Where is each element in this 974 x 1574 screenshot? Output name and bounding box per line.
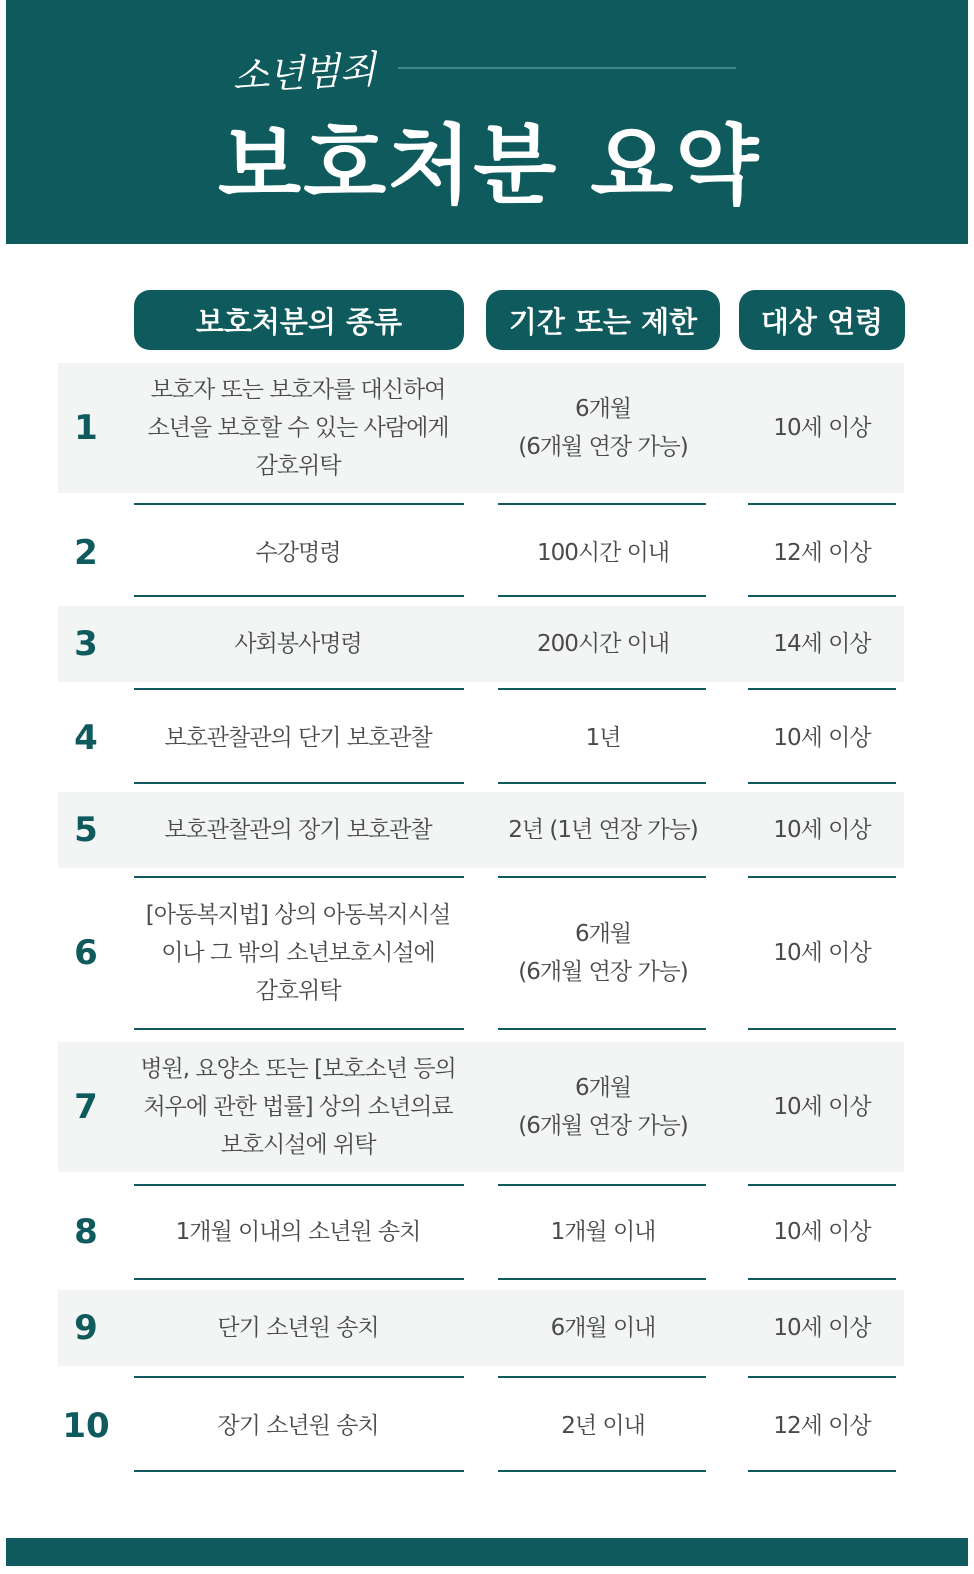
column-header-period: 기간 또는 제한 [486,290,720,350]
row-underline [748,503,896,505]
target-age: 10세 이상 [773,817,871,843]
disposition-type: 보호관찰관의 단기 보호관찰 [164,725,432,751]
row-underline [134,876,464,878]
row-underline [134,1028,464,1030]
row-underline [498,782,706,784]
row-underline [748,1376,896,1378]
page-title: 보호처분 요약 [218,116,761,216]
table-row [58,1290,904,1366]
disposition-period: 6개월 (6개월 연장 가능) [518,921,688,985]
row-underline [498,1278,706,1280]
subtitle: 소년범죄 [231,47,377,99]
row-number: 6 [74,933,98,973]
disposition-type: 보호관찰관의 장기 보호관찰 [164,817,432,843]
row-underline [748,688,896,690]
disposition-period: 200시간 이내 [536,631,670,657]
row-underline [134,1470,464,1472]
target-age: 10세 이상 [773,1315,871,1341]
disposition-type: 병원, 요양소 또는 [보호소년 등의 처우에 관한 법률] 상의 소년의료 보호시설에 위탁 [140,1056,456,1158]
disposition-type: 수강명령 [255,540,341,566]
row-underline [748,1278,896,1280]
column-header-type: 보호처분의 종류 [134,290,464,350]
table-row [58,890,904,1016]
disposition-period: 2년 (1년 연장 가능) [508,817,698,843]
table-row [58,1386,904,1466]
row-underline [748,1184,896,1186]
subtitle-divider [398,67,736,69]
table-row [58,700,904,776]
row-number: 4 [74,718,98,758]
disposition-type: 장기 소년원 송치 [217,1413,379,1439]
row-underline [748,782,896,784]
disposition-period: 100시간 이내 [536,540,670,566]
row-underline [498,595,706,597]
disposition-type: 1개월 이내의 소년원 송치 [175,1219,421,1245]
disposition-type: 사회봉사명령 [234,631,362,657]
target-age: 12세 이상 [773,1413,871,1439]
row-number: 2 [74,533,98,573]
row-underline [134,688,464,690]
row-number: 7 [74,1087,98,1127]
disposition-period: 6개월 (6개월 연장 가능) [518,396,688,460]
row-number: 10 [62,1406,110,1446]
disposition-period: 1년 [585,725,621,751]
disposition-period: 1개월 이내 [550,1219,656,1245]
disposition-period: 2년 이내 [561,1413,645,1439]
row-underline [748,595,896,597]
row-number: 9 [74,1308,98,1348]
target-age: 12세 이상 [773,540,871,566]
row-underline [134,1278,464,1280]
target-age: 10세 이상 [773,1219,871,1245]
target-age: 14세 이상 [773,631,871,657]
footer-bar [6,1538,968,1566]
table-row [58,1194,904,1270]
row-underline [498,1184,706,1186]
disposition-type: 보호자 또는 보호자를 대신하여 소년을 보호할 수 있는 사람에게 감호위탁 [147,377,449,479]
column-header-age: 대상 연령 [739,290,905,350]
row-number: 1 [74,408,98,448]
table-row [58,792,904,868]
target-age: 10세 이상 [773,725,871,751]
row-number: 5 [74,810,98,850]
target-age: 10세 이상 [773,1094,871,1120]
row-number: 3 [74,624,98,664]
disposition-type: [아동복지법] 상의 아동복지시설 이나 그 밖의 소년보호시설에 감호위탁 [145,902,451,1004]
row-underline [134,1184,464,1186]
row-underline [498,1470,706,1472]
row-underline [134,782,464,784]
disposition-period: 6개월 이내 [550,1315,656,1341]
table-row [58,606,904,682]
disposition-period: 6개월 (6개월 연장 가능) [518,1075,688,1139]
target-age: 10세 이상 [773,415,871,441]
table-row [58,1042,904,1172]
row-underline [498,503,706,505]
table-row [58,363,904,493]
row-number: 8 [74,1212,98,1252]
table-row [58,515,904,591]
row-underline [498,688,706,690]
row-underline [134,503,464,505]
disposition-type: 단기 소년원 송치 [217,1315,379,1341]
row-underline [134,595,464,597]
row-underline [748,876,896,878]
row-underline [498,1028,706,1030]
row-underline [498,1376,706,1378]
row-underline [134,1376,464,1378]
target-age: 10세 이상 [773,940,871,966]
row-underline [498,876,706,878]
row-underline [748,1028,896,1030]
row-underline [748,1470,896,1472]
